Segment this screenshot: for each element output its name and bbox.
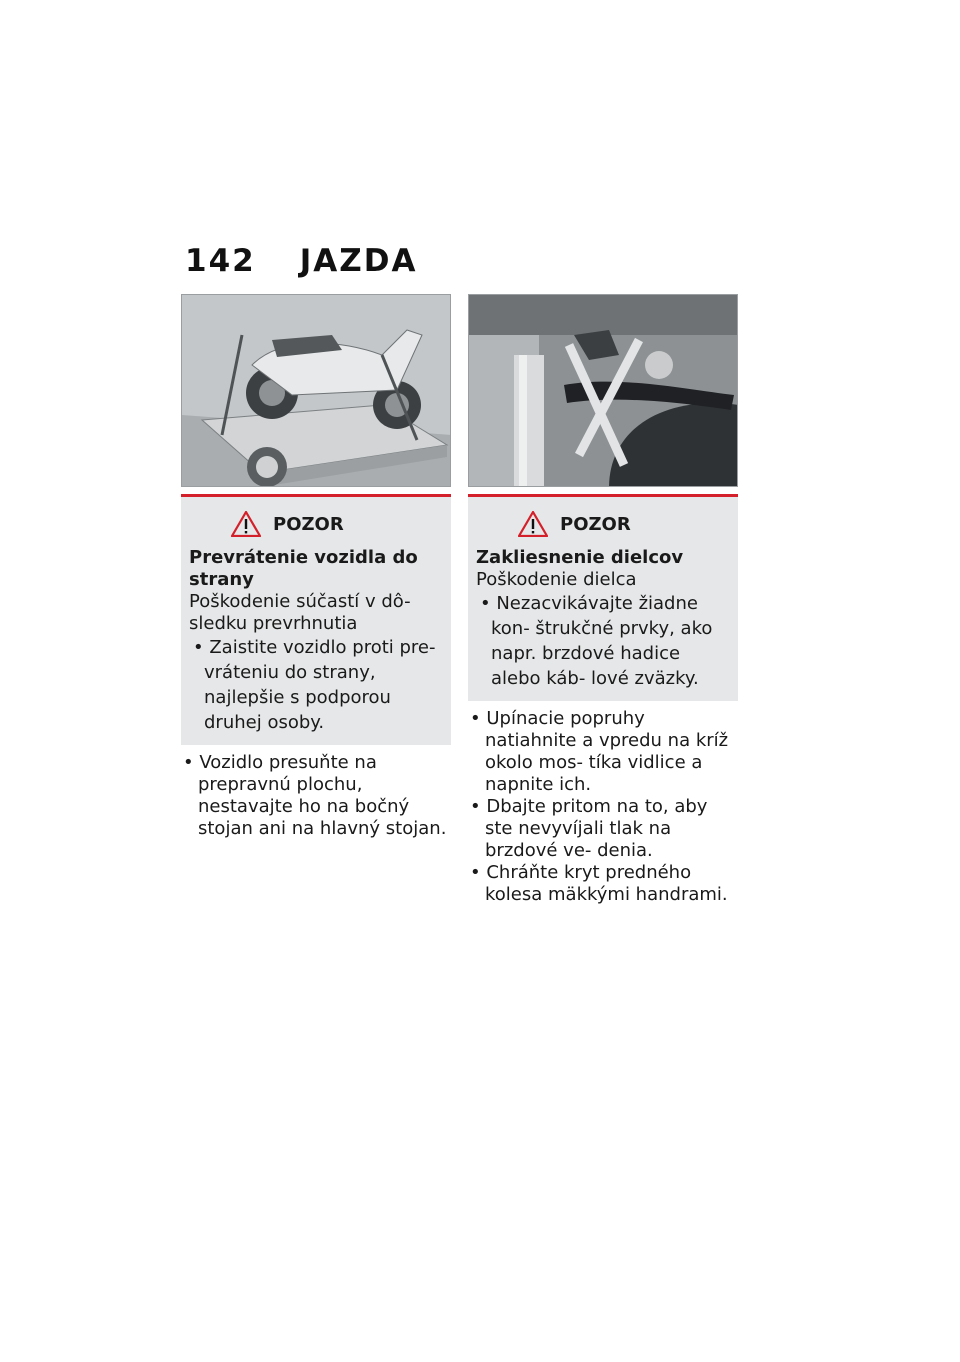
warning-header — [518, 511, 731, 537]
list-item: • Dbajte pritom na to, aby ste nevyvíjali tlak na brzdové ve- denia. — [470, 796, 708, 861]
warning-text: Poškodenie súčastí v dô- — [189, 591, 411, 612]
list-item: • Chráňte kryt predného kolesa mäkkými handrami. — [470, 862, 728, 905]
list-item: • Vozidlo presuňte na prepravnú plochu, nestavajte ho na bočný stojan ani na hlavný stojan. — [183, 752, 447, 839]
warning-subtitle: Prevrátenie vozidla do strany — [189, 547, 418, 590]
warning-bullet: • Zaistite vozidlo proti pre- vráteniu do strany, najlepšie s podporou druhej osoby. — [193, 637, 436, 733]
warning-box — [468, 494, 738, 701]
warning-title: POZOR — [560, 513, 631, 535]
warning-box — [181, 494, 451, 745]
motorcycle-on-trailer-illustration — [182, 295, 451, 487]
warning-text: Poškodenie dielca — [476, 569, 637, 590]
motorcycle-on-trailer-image — [181, 294, 451, 487]
page-header — [185, 243, 417, 279]
warning-text: sledku prevrhnutia — [189, 613, 358, 634]
warning-bullet: • Nezacvikávajte žiadne kon- štrukčné prvky, ako napr. brzdové hadice alebo káb- lové zväzky. — [480, 593, 713, 689]
fork-strap-image — [468, 294, 738, 487]
instruction-list — [181, 752, 451, 840]
warning-triangle-icon — [231, 511, 261, 537]
list-item: • Upínacie popruhy natiahnite a vpredu na kríž okolo mos- tíka vidlice a napnite ich. — [470, 708, 729, 795]
page-number: 142 — [185, 243, 256, 279]
warning-triangle-icon — [518, 511, 548, 537]
instruction-list — [468, 708, 738, 906]
front-fork-strap-illustration — [469, 295, 738, 487]
left-column — [181, 294, 451, 840]
warning-subtitle: Zakliesnenie dielcov — [476, 547, 684, 568]
right-column — [468, 294, 738, 906]
warning-header — [231, 511, 444, 537]
chapter-title: JAZDA — [299, 243, 418, 279]
warning-title: POZOR — [273, 513, 344, 535]
